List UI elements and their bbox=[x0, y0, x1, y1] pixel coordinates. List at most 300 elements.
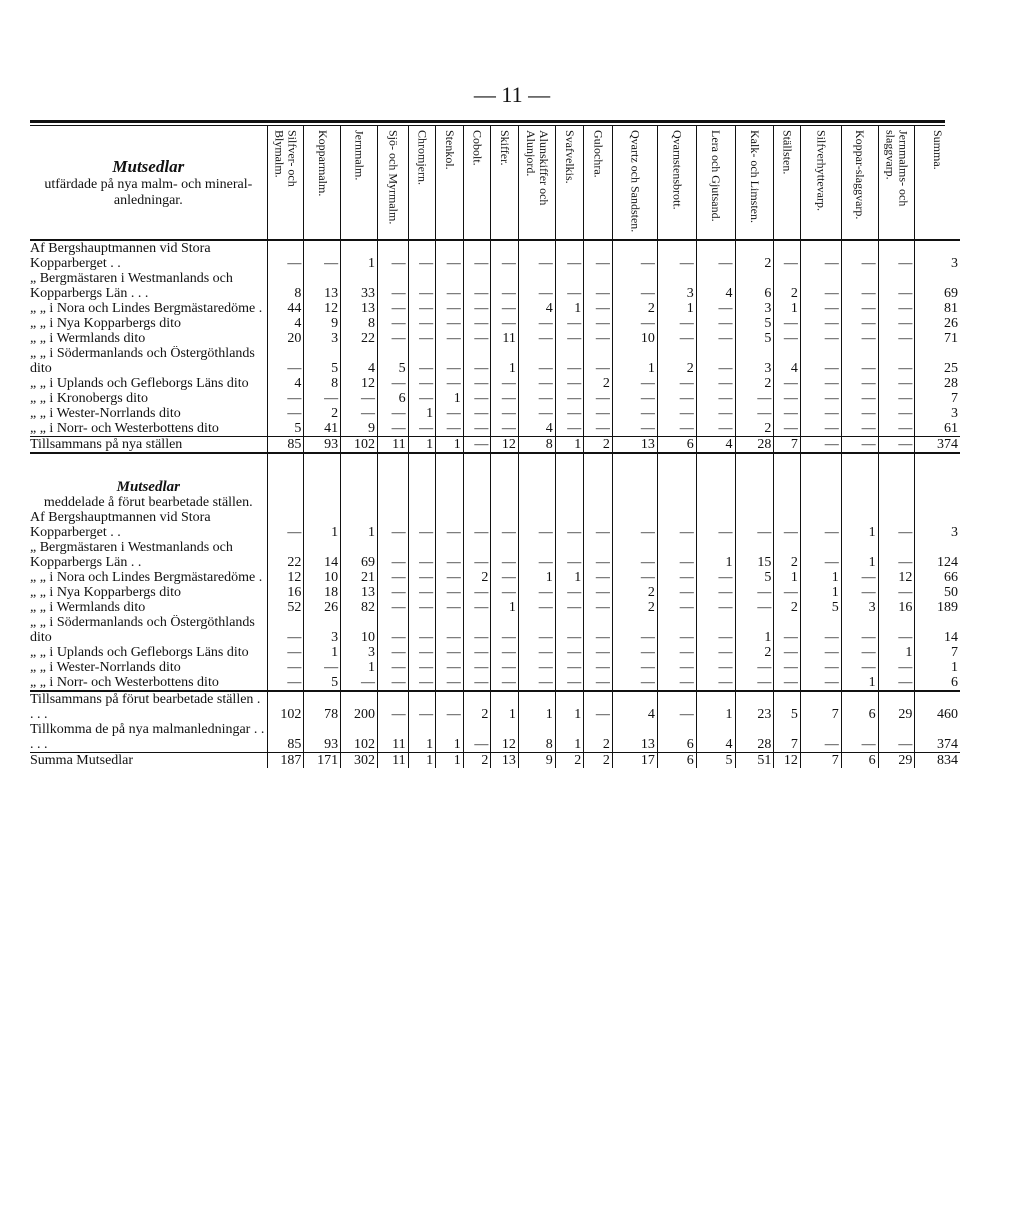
table-cell: — bbox=[463, 510, 491, 540]
table-cell: — bbox=[491, 301, 519, 316]
table-cell: — bbox=[377, 615, 408, 645]
table-cell: — bbox=[463, 645, 491, 660]
table-cell: — bbox=[491, 406, 519, 421]
table-cell: — bbox=[612, 660, 657, 675]
table-cell: — bbox=[518, 660, 555, 675]
table-cell: — bbox=[774, 240, 801, 271]
table-cell: — bbox=[841, 722, 878, 753]
table-cell: 29 bbox=[878, 691, 915, 722]
table-cell: — bbox=[800, 615, 841, 645]
table-cell: — bbox=[612, 645, 657, 660]
table-cell: — bbox=[657, 660, 696, 675]
table-cell: 33 bbox=[341, 271, 378, 301]
table-cell: 5 bbox=[377, 346, 408, 376]
row-label: „ „ i Nora och Lindes Bergmästaredöme . bbox=[30, 301, 263, 316]
section2-title-row bbox=[30, 453, 960, 510]
table-cell: — bbox=[735, 600, 774, 615]
table-cell: — bbox=[408, 570, 436, 585]
table-cell: — bbox=[377, 331, 408, 346]
table-cell: 7 bbox=[774, 722, 801, 753]
table-cell: — bbox=[800, 510, 841, 540]
column-header: Kalk- och Limsten. bbox=[735, 126, 774, 240]
column-header: Chromjern. bbox=[408, 126, 436, 240]
table-cell: — bbox=[878, 585, 915, 600]
table-cell: — bbox=[800, 346, 841, 376]
table-cell: — bbox=[584, 240, 613, 271]
row-label: Summa Mutsedlar bbox=[30, 753, 267, 769]
table-cell: 102 bbox=[267, 691, 304, 722]
table-cell: — bbox=[696, 421, 735, 437]
table-cell: 11 bbox=[491, 331, 519, 346]
table-cell: 3 bbox=[657, 271, 696, 301]
table-cell: — bbox=[518, 271, 555, 301]
table-cell: 302 bbox=[341, 753, 378, 769]
table-cell: — bbox=[657, 240, 696, 271]
table-cell: — bbox=[377, 510, 408, 540]
section2-totals bbox=[30, 691, 960, 768]
table-cell: — bbox=[657, 391, 696, 406]
column-header: Ställsten. bbox=[774, 126, 801, 240]
table-cell: — bbox=[696, 600, 735, 615]
table-cell: — bbox=[377, 675, 408, 691]
table-cell: — bbox=[584, 346, 613, 376]
table-cell: — bbox=[800, 391, 841, 406]
table-cell: 1 bbox=[774, 570, 801, 585]
table-cell: 102 bbox=[341, 437, 378, 454]
table-cell: 8 bbox=[518, 722, 555, 753]
table-cell: — bbox=[841, 240, 878, 271]
table-cell: 6 bbox=[915, 675, 960, 691]
table-cell: — bbox=[841, 660, 878, 675]
table-cell: 21 bbox=[341, 570, 378, 585]
table-cell: 44 bbox=[267, 301, 304, 316]
table-cell: 13 bbox=[341, 301, 378, 316]
table-cell: — bbox=[341, 675, 378, 691]
table-cell: — bbox=[408, 675, 436, 691]
table-cell: — bbox=[841, 585, 878, 600]
table-cell: 1 bbox=[878, 645, 915, 660]
table-cell: — bbox=[555, 391, 584, 406]
table-cell: — bbox=[696, 376, 735, 391]
table-row bbox=[30, 510, 960, 540]
table-subtitle: utfärdade på nya malm- och mineral-anledningar. bbox=[44, 176, 253, 208]
table-cell: 6 bbox=[657, 437, 696, 454]
table-cell: 69 bbox=[341, 540, 378, 570]
table-cell: — bbox=[377, 600, 408, 615]
row-label: „ „ i Södermanlands och Östergöthlands dito bbox=[30, 346, 255, 376]
table-cell: — bbox=[436, 240, 464, 271]
table-cell: — bbox=[463, 675, 491, 691]
table-cell: — bbox=[463, 660, 491, 675]
table-cell: 4 bbox=[518, 301, 555, 316]
table-cell: — bbox=[377, 540, 408, 570]
table-cell: — bbox=[408, 645, 436, 660]
row-label: „ Bergmästaren i Westmanlands och Kopparbergs Län . . bbox=[30, 540, 233, 570]
table-cell: — bbox=[491, 675, 519, 691]
table-cell: — bbox=[696, 406, 735, 421]
table-cell: 2 bbox=[612, 301, 657, 316]
section2-body bbox=[30, 510, 960, 691]
table-cell: — bbox=[696, 645, 735, 660]
table-cell: — bbox=[377, 660, 408, 675]
table-cell: 1 bbox=[841, 675, 878, 691]
table-cell: 1 bbox=[841, 540, 878, 570]
table-cell: 1 bbox=[436, 391, 464, 406]
table-cell: 5 bbox=[304, 675, 341, 691]
table-cell: 50 bbox=[915, 585, 960, 600]
table-cell: 5 bbox=[735, 331, 774, 346]
table-cell: — bbox=[436, 540, 464, 570]
table-cell: — bbox=[735, 675, 774, 691]
table-cell: — bbox=[800, 645, 841, 660]
table-cell: 13 bbox=[612, 437, 657, 454]
table-cell: 5 bbox=[304, 346, 341, 376]
table-cell: 1 bbox=[491, 691, 519, 722]
table-cell: 374 bbox=[915, 437, 960, 454]
table-row bbox=[30, 376, 960, 391]
table-cell: — bbox=[555, 421, 584, 437]
table-cell: — bbox=[267, 615, 304, 645]
table-cell: — bbox=[584, 585, 613, 600]
table-cell: — bbox=[436, 691, 464, 722]
table-cell: — bbox=[800, 540, 841, 570]
table-cell: — bbox=[657, 691, 696, 722]
table-cell: 26 bbox=[915, 316, 960, 331]
table-cell: 9 bbox=[518, 753, 555, 769]
table-cell: 4 bbox=[696, 271, 735, 301]
table-cell: — bbox=[267, 675, 304, 691]
table-cell: 2 bbox=[612, 585, 657, 600]
table-cell: 13 bbox=[304, 271, 341, 301]
table-cell: — bbox=[800, 271, 841, 301]
table-cell: — bbox=[774, 421, 801, 437]
table-cell: 834 bbox=[915, 753, 960, 769]
table-cell: — bbox=[841, 645, 878, 660]
table-cell: 2 bbox=[463, 691, 491, 722]
table-cell: 7 bbox=[915, 391, 960, 406]
table-cell: — bbox=[612, 570, 657, 585]
table-cell: — bbox=[584, 645, 613, 660]
table-cell: 61 bbox=[915, 421, 960, 437]
table-cell: 1 bbox=[915, 660, 960, 675]
table-cell: 1 bbox=[696, 691, 735, 722]
table-cell: — bbox=[584, 675, 613, 691]
table-cell: — bbox=[518, 316, 555, 331]
table-cell: — bbox=[878, 406, 915, 421]
mining-claims-table bbox=[30, 126, 960, 768]
table-cell: — bbox=[774, 316, 801, 331]
table-cell: — bbox=[304, 660, 341, 675]
table-cell: — bbox=[841, 301, 878, 316]
table-cell: 1 bbox=[774, 301, 801, 316]
table-cell: — bbox=[584, 301, 613, 316]
table-cell: 13 bbox=[612, 722, 657, 753]
table-cell: 9 bbox=[304, 316, 341, 331]
table-cell: 2 bbox=[612, 600, 657, 615]
table-cell: 85 bbox=[267, 722, 304, 753]
table-cell: — bbox=[408, 691, 436, 722]
column-header: Kopparmalm. bbox=[304, 126, 341, 240]
table-cell: — bbox=[800, 301, 841, 316]
table-cell: — bbox=[657, 600, 696, 615]
table-row bbox=[30, 753, 960, 769]
column-header: Jernmalms- och slaggvarp. bbox=[878, 126, 915, 240]
table-cell: 102 bbox=[341, 722, 378, 753]
table-cell: — bbox=[696, 391, 735, 406]
table-cell: 2 bbox=[774, 271, 801, 301]
table-cell: 1 bbox=[408, 406, 436, 421]
table-cell: — bbox=[341, 391, 378, 406]
table-row bbox=[30, 691, 960, 722]
table-title: Mutsedlar bbox=[112, 156, 185, 176]
table-cell: — bbox=[377, 271, 408, 301]
table-cell: 8 bbox=[518, 437, 555, 454]
table-cell: 10 bbox=[304, 570, 341, 585]
table-cell: — bbox=[841, 406, 878, 421]
table-cell: — bbox=[841, 331, 878, 346]
table-cell: 14 bbox=[915, 615, 960, 645]
table-cell: — bbox=[612, 376, 657, 391]
table-cell: — bbox=[841, 421, 878, 437]
table-cell: 6 bbox=[841, 753, 878, 769]
table-cell: 7 bbox=[800, 753, 841, 769]
table-cell: 12 bbox=[267, 570, 304, 585]
table-cell: — bbox=[878, 346, 915, 376]
table-cell: 3 bbox=[915, 240, 960, 271]
table-cell: — bbox=[463, 271, 491, 301]
table-cell: 1 bbox=[657, 301, 696, 316]
table-cell: — bbox=[491, 585, 519, 600]
table-cell: — bbox=[463, 437, 491, 454]
table-cell: 6 bbox=[735, 271, 774, 301]
table-cell: 28 bbox=[915, 376, 960, 391]
table-cell: — bbox=[774, 615, 801, 645]
table-cell: — bbox=[735, 585, 774, 600]
table-cell: — bbox=[612, 615, 657, 645]
table-cell: — bbox=[518, 391, 555, 406]
table-cell: 12 bbox=[491, 437, 519, 454]
table-cell: — bbox=[841, 615, 878, 645]
table-cell: — bbox=[491, 391, 519, 406]
table-cell: — bbox=[584, 271, 613, 301]
table-cell: — bbox=[584, 570, 613, 585]
table-cell: — bbox=[267, 240, 304, 271]
table-cell: — bbox=[800, 421, 841, 437]
table-row bbox=[30, 570, 960, 585]
table-cell: 5 bbox=[800, 600, 841, 615]
table-cell: — bbox=[267, 346, 304, 376]
table-row bbox=[30, 240, 960, 271]
table-cell: — bbox=[436, 406, 464, 421]
table-cell: — bbox=[555, 600, 584, 615]
table-cell: — bbox=[696, 660, 735, 675]
table-cell: — bbox=[696, 301, 735, 316]
column-header: Skiffer. bbox=[491, 126, 519, 240]
table-cell: 2 bbox=[463, 570, 491, 585]
table-cell: — bbox=[878, 331, 915, 346]
table-cell: 28 bbox=[735, 722, 774, 753]
column-header: Silfver- och Blymalm. bbox=[267, 126, 304, 240]
table-cell: 1 bbox=[841, 510, 878, 540]
table-cell: 93 bbox=[304, 722, 341, 753]
table-cell: — bbox=[841, 316, 878, 331]
table-cell: — bbox=[800, 240, 841, 271]
table-row bbox=[30, 540, 960, 570]
section1-body bbox=[30, 240, 960, 453]
table-cell: — bbox=[800, 437, 841, 454]
table-cell: 1 bbox=[800, 570, 841, 585]
table-cell: — bbox=[584, 540, 613, 570]
column-header: Silfverhyttevarp. bbox=[800, 126, 841, 240]
table-cell: — bbox=[878, 540, 915, 570]
table-cell: — bbox=[800, 722, 841, 753]
table-cell: 460 bbox=[915, 691, 960, 722]
table-cell: — bbox=[612, 540, 657, 570]
table-cell: — bbox=[377, 645, 408, 660]
table-cell: 1 bbox=[518, 570, 555, 585]
table-cell: — bbox=[612, 391, 657, 406]
table-cell: — bbox=[555, 331, 584, 346]
table-cell: 2 bbox=[584, 376, 613, 391]
table-cell: — bbox=[555, 346, 584, 376]
table-cell: — bbox=[612, 240, 657, 271]
table-cell: 7 bbox=[915, 645, 960, 660]
table-cell: — bbox=[774, 331, 801, 346]
table-cell: — bbox=[436, 510, 464, 540]
table-cell: 51 bbox=[735, 753, 774, 769]
table-cell: 1 bbox=[304, 645, 341, 660]
table-cell: 200 bbox=[341, 691, 378, 722]
table-cell: 52 bbox=[267, 600, 304, 615]
table-cell: — bbox=[408, 271, 436, 301]
row-label: „ Bergmästaren i Westmanlands och Kopparbergs Län . . . bbox=[30, 271, 233, 301]
table-cell: — bbox=[408, 240, 436, 271]
table-cell: — bbox=[436, 331, 464, 346]
table-cell: 2 bbox=[584, 437, 613, 454]
table-cell: — bbox=[584, 316, 613, 331]
table-cell: 9 bbox=[341, 421, 378, 437]
table-cell: — bbox=[463, 722, 491, 753]
table-cell: 11 bbox=[377, 437, 408, 454]
table-cell: 16 bbox=[878, 600, 915, 615]
table-cell: — bbox=[612, 510, 657, 540]
row-label: „ „ i Uplands och Gefleborgs Läns dito bbox=[30, 376, 249, 391]
table-cell: — bbox=[408, 331, 436, 346]
table-cell: — bbox=[657, 540, 696, 570]
table-cell: — bbox=[800, 331, 841, 346]
table-cell: 12 bbox=[341, 376, 378, 391]
table-cell: — bbox=[267, 406, 304, 421]
table-cell: — bbox=[878, 615, 915, 645]
table-cell: — bbox=[304, 391, 341, 406]
section2-title-cell bbox=[30, 453, 267, 510]
table-cell: 93 bbox=[304, 437, 341, 454]
table-cell: 16 bbox=[267, 585, 304, 600]
table-row bbox=[30, 675, 960, 691]
table-cell: — bbox=[696, 316, 735, 331]
table-cell: — bbox=[377, 240, 408, 271]
table-cell: 4 bbox=[341, 346, 378, 376]
table-cell: 7 bbox=[800, 691, 841, 722]
table-cell: 1 bbox=[491, 346, 519, 376]
table-cell: — bbox=[878, 722, 915, 753]
row-label: „ „ i Wester-Norrlands dito bbox=[30, 406, 181, 421]
table-cell: — bbox=[696, 675, 735, 691]
table-cell: 10 bbox=[612, 331, 657, 346]
table-cell: — bbox=[436, 660, 464, 675]
table-cell: 1 bbox=[341, 240, 378, 271]
table-cell: 8 bbox=[304, 376, 341, 391]
table-cell: 1 bbox=[555, 301, 584, 316]
table-cell: 171 bbox=[304, 753, 341, 769]
table-cell: — bbox=[436, 271, 464, 301]
table-cell: — bbox=[555, 660, 584, 675]
table-cell: 15 bbox=[735, 540, 774, 570]
table-cell: — bbox=[491, 376, 519, 391]
column-header: Sjö- och Myrmalm. bbox=[377, 126, 408, 240]
table-cell: — bbox=[491, 240, 519, 271]
table-cell: — bbox=[696, 346, 735, 376]
table-cell: 4 bbox=[774, 346, 801, 376]
table-cell: — bbox=[463, 346, 491, 376]
table-cell: — bbox=[774, 585, 801, 600]
table-row bbox=[30, 722, 960, 753]
table-cell: — bbox=[555, 615, 584, 645]
table-cell: — bbox=[841, 271, 878, 301]
table-cell: 2 bbox=[735, 240, 774, 271]
table-cell: 5 bbox=[774, 691, 801, 722]
table-cell: — bbox=[518, 645, 555, 660]
table-cell: — bbox=[463, 600, 491, 615]
table-cell: — bbox=[800, 316, 841, 331]
table-cell: — bbox=[584, 510, 613, 540]
row-label: „ „ i Uplands och Gefleborgs Läns dito bbox=[30, 645, 249, 660]
table-cell: — bbox=[657, 615, 696, 645]
table-row bbox=[30, 421, 960, 437]
table-cell: — bbox=[341, 406, 378, 421]
table-cell: — bbox=[436, 645, 464, 660]
table-cell: — bbox=[491, 510, 519, 540]
table-cell: 18 bbox=[304, 585, 341, 600]
table-cell: — bbox=[491, 316, 519, 331]
table-cell: 3 bbox=[841, 600, 878, 615]
table-cell: — bbox=[408, 600, 436, 615]
table-cell: — bbox=[518, 600, 555, 615]
table-cell: — bbox=[377, 691, 408, 722]
table-cell: 81 bbox=[915, 301, 960, 316]
table-cell: — bbox=[657, 331, 696, 346]
table-cell: — bbox=[518, 346, 555, 376]
table-cell: — bbox=[491, 615, 519, 645]
table-cell: — bbox=[878, 316, 915, 331]
table-cell: 1 bbox=[341, 660, 378, 675]
table-cell: — bbox=[408, 301, 436, 316]
table-cell: — bbox=[841, 376, 878, 391]
table-row bbox=[30, 316, 960, 331]
table-cell: 20 bbox=[267, 331, 304, 346]
table-cell: — bbox=[800, 376, 841, 391]
table-cell: — bbox=[555, 675, 584, 691]
table-cell: — bbox=[408, 376, 436, 391]
table-cell: — bbox=[491, 540, 519, 570]
column-header: Qvarnstensbrott. bbox=[657, 126, 696, 240]
table-cell: — bbox=[518, 406, 555, 421]
table-cell: — bbox=[463, 240, 491, 271]
table-cell: — bbox=[657, 421, 696, 437]
table-cell: 124 bbox=[915, 540, 960, 570]
table-cell: — bbox=[555, 316, 584, 331]
column-header: Cobolt. bbox=[463, 126, 491, 240]
